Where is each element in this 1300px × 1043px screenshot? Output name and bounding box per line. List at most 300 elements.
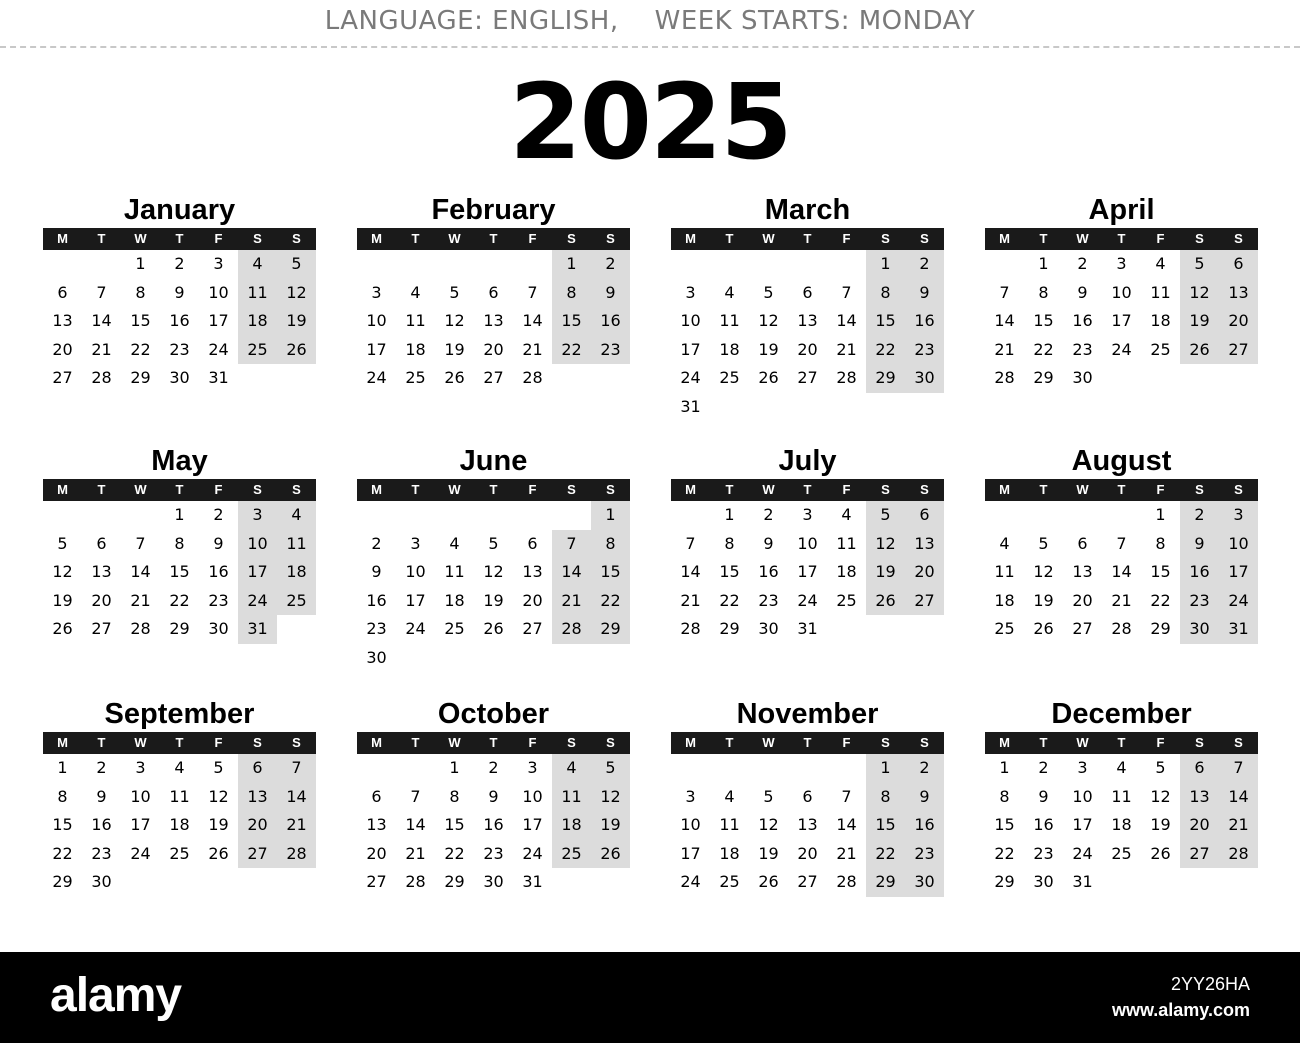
day-cell: 7: [135, 533, 146, 553]
day-cell: 25: [405, 368, 426, 387]
weekday-header: [671, 479, 944, 501]
footer-bar: [0, 952, 1300, 1043]
day-cell: 10: [1111, 282, 1132, 302]
day-cell: 3: [685, 786, 696, 806]
day-cell: 1: [1155, 505, 1166, 524]
day-cell: 24: [1072, 843, 1093, 863]
weekday-label: W: [1076, 735, 1089, 750]
day-cell: 18: [552, 811, 591, 840]
language-label: LANGUAGE: ENGLISH,: [324, 6, 619, 36]
day-cell: 19: [52, 590, 73, 610]
day-cell: 2: [213, 505, 224, 524]
day-cell: 13: [797, 311, 818, 330]
day-cell: 7: [552, 530, 591, 559]
weekday-header: [985, 732, 1258, 754]
day-cell: 26: [866, 587, 905, 616]
empty-cell: [788, 754, 827, 783]
week-start-label: WEEK STARTS: MONDAY: [654, 6, 976, 36]
day-cell: 7: [685, 533, 696, 553]
weekday-label: F: [1156, 231, 1165, 246]
day-cell: 11: [719, 815, 740, 834]
day-cell: 31: [1072, 872, 1093, 891]
day-cell: 17: [238, 558, 277, 587]
day-cell: 16: [483, 815, 504, 834]
day-grid: [43, 754, 316, 897]
day-cell: 14: [552, 558, 591, 587]
day-cell: 3: [1077, 758, 1088, 777]
day-cell: 29: [866, 868, 905, 897]
month-title: July: [778, 445, 837, 477]
day-cell: 28: [522, 368, 543, 387]
day-cell: 11: [238, 279, 277, 308]
day-cell: 20: [238, 811, 277, 840]
day-cell: 13: [1219, 279, 1258, 308]
day-cell: 11: [405, 311, 426, 330]
day-cell: 10: [208, 282, 229, 302]
weekday-label: M: [685, 735, 696, 750]
day-cell: 17: [405, 590, 426, 610]
day-cell: 21: [1111, 590, 1132, 610]
day-cell: 22: [994, 843, 1015, 863]
day-cell: 27: [52, 368, 73, 387]
day-cell: 19: [758, 339, 779, 359]
day-cell: 15: [552, 307, 591, 336]
day-cell: 29: [52, 872, 73, 891]
day-cell: 2: [1180, 501, 1219, 530]
day-cell: 13: [91, 562, 112, 581]
weekday-label: M: [999, 482, 1010, 497]
day-cell: 29: [719, 619, 740, 638]
day-cell: 26: [277, 336, 316, 365]
weekday-label: S: [920, 231, 929, 246]
day-cell: 13: [52, 311, 73, 330]
day-cell: 7: [1116, 533, 1127, 553]
day-cell: 16: [208, 562, 229, 581]
day-cell: 11: [1111, 786, 1132, 806]
weekday-label: W: [1076, 482, 1089, 497]
day-cell: 17: [1072, 815, 1093, 834]
day-cell: 15: [1033, 311, 1054, 330]
month-title: January: [123, 194, 236, 226]
weekday-label: T: [175, 735, 184, 750]
day-cell: 9: [213, 533, 224, 553]
day-cell: 14: [836, 311, 857, 330]
day-cell: 1: [866, 754, 905, 783]
day-cell: 22: [169, 590, 190, 610]
day-cell: 25: [836, 590, 857, 610]
empty-cell: [671, 250, 710, 279]
weekday-label: S: [253, 735, 262, 750]
weekday-label: T: [1117, 482, 1126, 497]
dashed-divider: [0, 46, 1300, 48]
day-cell: 22: [130, 339, 151, 359]
day-cell: 24: [405, 619, 426, 638]
day-cell: 3: [135, 758, 146, 777]
day-cell: 15: [719, 562, 740, 581]
day-cell: 2: [488, 758, 499, 777]
weekday-label: T: [175, 231, 184, 246]
weekday-label: M: [371, 482, 382, 497]
weekday-label: W: [762, 482, 775, 497]
weekday-label: S: [567, 735, 576, 750]
day-cell: 17: [522, 815, 543, 834]
day-cell: 26: [1180, 336, 1219, 365]
empty-cell: [827, 754, 866, 783]
empty-cell: [82, 501, 121, 530]
day-cell: 2: [763, 505, 774, 524]
weekday-label: F: [528, 231, 537, 246]
day-cell: 21: [994, 339, 1015, 359]
site-url: www.alamy.com: [1111, 1000, 1250, 1020]
day-cell: 15: [866, 811, 905, 840]
weekday-label: S: [920, 735, 929, 750]
day-cell: 29: [444, 872, 465, 891]
day-cell: 3: [410, 533, 421, 553]
weekday-label: T: [725, 231, 734, 246]
day-cell: 1: [449, 758, 460, 777]
day-cell: 6: [802, 282, 813, 302]
month-title: March: [764, 194, 851, 226]
day-cell: 26: [1033, 619, 1054, 638]
day-cell: 30: [1072, 368, 1093, 387]
day-cell: 14: [522, 311, 543, 330]
day-cell: 3: [802, 505, 813, 524]
day-cell: 13: [1180, 783, 1219, 812]
weekday-label: S: [292, 735, 301, 750]
month-july: [671, 443, 944, 644]
weekday-label: F: [214, 231, 223, 246]
weekday-label: S: [1195, 231, 1204, 246]
weekday-label: W: [1076, 231, 1089, 246]
weekday-label: T: [803, 482, 812, 497]
day-cell: 23: [208, 590, 229, 610]
weekday-label: T: [489, 231, 498, 246]
day-cell: 18: [719, 339, 740, 359]
day-cell: 7: [841, 282, 852, 302]
day-cell: 25: [444, 619, 465, 638]
day-cell: 30: [91, 872, 112, 891]
day-cell: 17: [680, 843, 701, 863]
day-cell: 24: [208, 339, 229, 359]
day-cell: 21: [522, 339, 543, 359]
day-cell: 27: [366, 872, 387, 891]
day-cell: 7: [527, 282, 538, 302]
day-cell: 6: [238, 754, 277, 783]
day-cell: 5: [277, 250, 316, 279]
day-cell: 17: [680, 339, 701, 359]
day-cell: 25: [552, 840, 591, 869]
day-cell: 27: [1219, 336, 1258, 365]
month-september: [43, 696, 316, 897]
empty-cell: [82, 250, 121, 279]
day-cell: 28: [405, 872, 426, 891]
month-october: [357, 696, 630, 897]
day-cell: 2: [174, 254, 185, 273]
weekday-label: T: [1117, 735, 1126, 750]
empty-cell: [710, 754, 749, 783]
empty-cell: [513, 501, 552, 530]
day-cell: 16: [1072, 311, 1093, 330]
day-cell: 3: [685, 282, 696, 302]
day-cell: 14: [91, 311, 112, 330]
weekday-header: [43, 479, 316, 501]
day-cell: 25: [277, 587, 316, 616]
day-cell: 19: [483, 590, 504, 610]
day-cell: 25: [719, 368, 740, 387]
image-id: 2YY26HA: [1170, 974, 1250, 994]
day-cell: 2: [1038, 758, 1049, 777]
day-cell: 24: [130, 843, 151, 863]
empty-cell: [749, 754, 788, 783]
day-cell: 4: [1116, 758, 1127, 777]
day-cell: 29: [169, 619, 190, 638]
month-march: [671, 192, 944, 421]
day-cell: 17: [366, 339, 387, 359]
day-cell: 3: [238, 501, 277, 530]
day-cell: 8: [174, 533, 185, 553]
weekday-header: [985, 228, 1258, 250]
day-cell: 28: [1111, 619, 1132, 638]
day-cell: 12: [1033, 562, 1054, 581]
empty-cell: [121, 501, 160, 530]
day-cell: 12: [758, 815, 779, 834]
day-cell: 4: [724, 786, 735, 806]
day-cell: 13: [522, 562, 543, 581]
day-cell: 5: [763, 282, 774, 302]
day-cell: 23: [905, 840, 944, 869]
weekday-label: W: [134, 482, 147, 497]
day-cell: 18: [994, 590, 1015, 610]
day-cell: 28: [552, 615, 591, 644]
day-cell: 15: [169, 562, 190, 581]
weekday-label: T: [411, 482, 420, 497]
day-cell: 1: [724, 505, 735, 524]
day-cell: 23: [758, 590, 779, 610]
day-cell: 3: [527, 758, 538, 777]
day-cell: 2: [905, 250, 944, 279]
day-cell: 21: [277, 811, 316, 840]
day-cell: 26: [444, 368, 465, 387]
empty-cell: [671, 501, 710, 530]
month-title: October: [437, 698, 550, 730]
month-title: December: [1051, 698, 1192, 730]
day-cell: 5: [591, 754, 630, 783]
day-cell: 31: [1219, 615, 1258, 644]
weekday-label: F: [214, 482, 223, 497]
day-cell: 27: [483, 368, 504, 387]
day-cell: 13: [238, 783, 277, 812]
day-cell: 14: [680, 562, 701, 581]
empty-cell: [396, 501, 435, 530]
day-cell: 9: [905, 783, 944, 812]
empty-cell: [985, 250, 1024, 279]
day-cell: 5: [488, 533, 499, 553]
day-cell: 10: [366, 311, 387, 330]
day-cell: 17: [797, 562, 818, 581]
weekday-label: M: [999, 231, 1010, 246]
month-january: [43, 192, 316, 393]
day-cell: 29: [591, 615, 630, 644]
day-cell: 4: [449, 533, 460, 553]
day-cell: 27: [522, 619, 543, 638]
weekday-label: F: [214, 735, 223, 750]
empty-cell: [357, 250, 396, 279]
month-title: May: [151, 445, 208, 477]
empty-cell: [749, 250, 788, 279]
day-cell: 28: [994, 368, 1015, 387]
weekday-label: S: [920, 482, 929, 497]
day-cell: 18: [444, 590, 465, 610]
day-cell: 20: [52, 339, 73, 359]
day-cell: 5: [57, 533, 68, 553]
day-cell: 15: [994, 815, 1015, 834]
day-cell: 22: [1150, 590, 1171, 610]
day-cell: 20: [483, 339, 504, 359]
weekday-label: S: [567, 482, 576, 497]
weekday-label: W: [448, 482, 461, 497]
weekday-label: S: [253, 482, 262, 497]
month-title: September: [104, 698, 255, 730]
day-cell: 13: [1072, 562, 1093, 581]
day-cell: 24: [797, 590, 818, 610]
day-cell: 26: [52, 619, 73, 638]
day-cell: 17: [130, 815, 151, 834]
day-cell: 20: [522, 590, 543, 610]
day-cell: 10: [522, 786, 543, 806]
day-cell: 16: [1180, 558, 1219, 587]
month-april: [985, 192, 1258, 393]
brand-logo: alamy: [50, 969, 182, 1022]
day-cell: 14: [405, 815, 426, 834]
day-cell: 16: [905, 811, 944, 840]
month-title: February: [431, 194, 556, 226]
day-cell: 16: [91, 815, 112, 834]
day-cell: 19: [758, 843, 779, 863]
day-cell: 5: [763, 786, 774, 806]
weekday-label: T: [489, 735, 498, 750]
day-cell: 30: [905, 364, 944, 393]
day-cell: 9: [1077, 282, 1088, 302]
day-cell: 21: [405, 843, 426, 863]
day-cell: 17: [208, 311, 229, 330]
day-cell: 28: [680, 619, 701, 638]
weekday-label: S: [1234, 231, 1243, 246]
day-cell: 27: [797, 368, 818, 387]
day-cell: 26: [758, 872, 779, 891]
day-cell: 14: [1111, 562, 1132, 581]
empty-cell: [435, 250, 474, 279]
weekday-label: M: [371, 231, 382, 246]
day-cell: 22: [52, 843, 73, 863]
day-cell: 8: [999, 786, 1010, 806]
day-cell: 1: [552, 250, 591, 279]
month-title: April: [1088, 194, 1155, 226]
day-cell: 4: [552, 754, 591, 783]
month-november: [671, 696, 944, 897]
day-cell: 14: [277, 783, 316, 812]
day-cell: 9: [371, 562, 382, 581]
weekday-label: T: [411, 231, 420, 246]
empty-cell: [710, 250, 749, 279]
empty-cell: [985, 501, 1024, 530]
day-cell: 20: [905, 558, 944, 587]
day-cell: 15: [444, 815, 465, 834]
day-cell: 18: [169, 815, 190, 834]
day-cell: 27: [91, 619, 112, 638]
day-cell: 1: [135, 254, 146, 273]
weekday-label: S: [881, 231, 890, 246]
day-cell: 13: [905, 530, 944, 559]
day-cell: 23: [483, 843, 504, 863]
day-cell: 18: [836, 562, 857, 581]
day-cell: 24: [522, 843, 543, 863]
day-cell: 23: [366, 619, 387, 638]
day-cell: 9: [174, 282, 185, 302]
day-cell: 25: [994, 619, 1015, 638]
day-cell: 11: [169, 786, 190, 806]
day-cell: 20: [1072, 590, 1093, 610]
weekday-label: S: [253, 231, 262, 246]
day-cell: 2: [371, 533, 382, 553]
day-cell: 31: [208, 368, 229, 387]
day-cell: 16: [591, 307, 630, 336]
day-cell: 29: [1150, 619, 1171, 638]
weekday-label: M: [685, 482, 696, 497]
day-cell: 30: [1033, 872, 1054, 891]
day-cell: 28: [91, 368, 112, 387]
day-cell: 27: [797, 872, 818, 891]
day-cell: 20: [91, 590, 112, 610]
empty-cell: [552, 501, 591, 530]
day-cell: 3: [213, 254, 224, 273]
empty-cell: [396, 754, 435, 783]
day-cell: 11: [1150, 282, 1171, 302]
weekday-label: T: [1117, 231, 1126, 246]
weekday-label: T: [803, 231, 812, 246]
weekday-label: F: [1156, 735, 1165, 750]
weekday-label: T: [489, 482, 498, 497]
day-cell: 4: [999, 533, 1010, 553]
weekday-label: T: [1039, 482, 1048, 497]
day-cell: 1: [57, 758, 68, 777]
day-cell: 10: [1072, 786, 1093, 806]
day-cell: 21: [836, 339, 857, 359]
day-cell: 25: [238, 336, 277, 365]
day-cell: 15: [52, 815, 73, 834]
weekday-label: T: [411, 735, 420, 750]
weekday-label: F: [842, 735, 851, 750]
empty-cell: [1063, 501, 1102, 530]
day-cell: 13: [797, 815, 818, 834]
day-cell: 9: [763, 533, 774, 553]
day-cell: 10: [797, 533, 818, 553]
day-cell: 23: [591, 336, 630, 365]
day-cell: 22: [866, 336, 905, 365]
day-grid: [985, 501, 1258, 644]
day-cell: 14: [1219, 783, 1258, 812]
day-cell: 11: [552, 783, 591, 812]
weekday-label: S: [567, 231, 576, 246]
day-cell: 30: [169, 368, 190, 387]
day-cell: 15: [866, 307, 905, 336]
day-cell: 26: [208, 843, 229, 863]
weekday-label: T: [1039, 735, 1048, 750]
day-grid: [985, 754, 1258, 897]
day-cell: 4: [410, 282, 421, 302]
day-cell: 19: [444, 339, 465, 359]
day-grid: [671, 250, 944, 421]
day-cell: 4: [277, 501, 316, 530]
